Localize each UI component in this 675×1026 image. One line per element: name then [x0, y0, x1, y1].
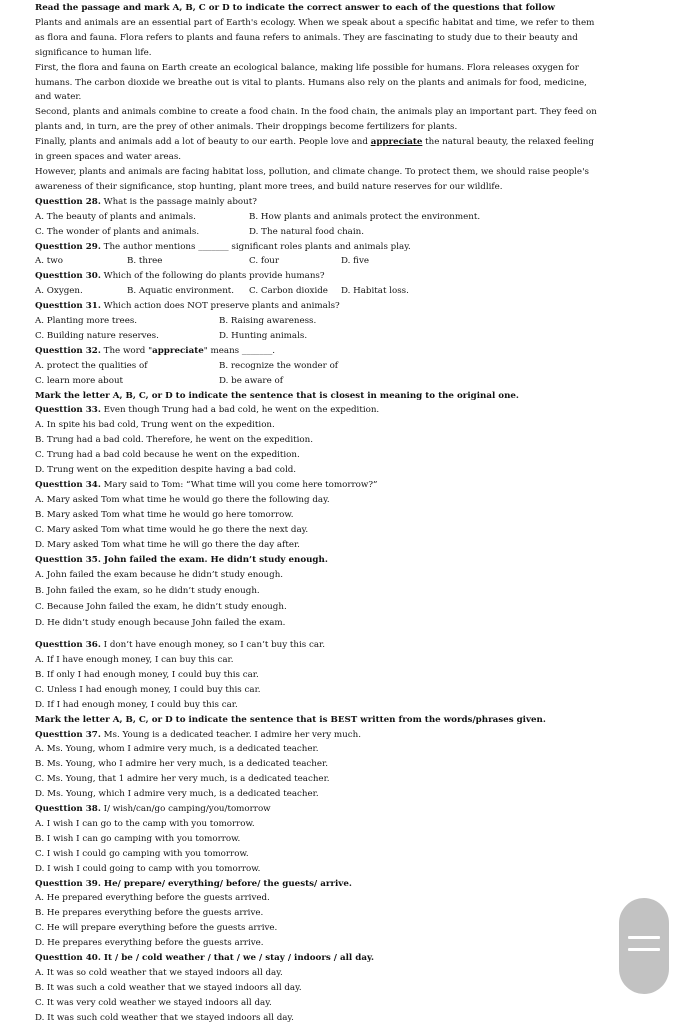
question-number: Questtion 35.	[35, 554, 101, 565]
options-row	[35, 359, 600, 374]
question-text: Mary said to Tom: “What time will you come here tomorrow?”	[100, 480, 378, 490]
option-a[interactable]: A. Ms. Young, whom I admire very much, is a dedicated teacher.	[35, 744, 319, 755]
option-c[interactable]: C. The wonder of plants and animals.	[35, 226, 200, 237]
spacer	[35, 631, 600, 638]
options-row	[35, 329, 600, 344]
question-32	[35, 344, 600, 359]
instruction-closest-meaning: Mark the letter A, B, C, or D to indicate the sentence that is closest in meaning to the original one.	[35, 390, 519, 401]
option-c[interactable]: C. I wish I could go camping with you tomorrow.	[35, 848, 249, 859]
option-c[interactable]: C. It was very cold weather we stayed indoors all day.	[35, 997, 272, 1008]
question-39	[35, 877, 600, 892]
option-c[interactable]: C. Building nature reserves.	[35, 330, 159, 341]
question-28	[35, 195, 600, 210]
menu-icon	[628, 948, 660, 951]
option-b[interactable]: B. recognize the wonder of	[219, 360, 339, 371]
option-c[interactable]: C. four	[249, 256, 280, 267]
option-d[interactable]: D. Mary asked Tom what time he will go there the day after.	[35, 539, 300, 550]
option-a[interactable]: A. In spite his bad cold, Trung went on the expedition.	[35, 420, 275, 431]
option-c[interactable]: C. He will prepare everything before the guests arrive.	[35, 923, 278, 934]
question-number: Questtion 28.	[35, 196, 101, 207]
option-a[interactable]: A. Oxygen.	[35, 286, 83, 297]
option-d[interactable]: D. Habitat loss.	[341, 286, 409, 297]
option-b[interactable]: B. Trung had a bad cold. Therefore, he went on the expedition.	[35, 435, 313, 446]
question-number: Questtion 32.	[35, 345, 101, 356]
option-d[interactable]: D. Hunting animals.	[219, 330, 308, 341]
question-text: Which of the following do plants provide humans?	[100, 271, 325, 282]
question-number: Questtion 30.	[35, 271, 101, 282]
question-33	[35, 403, 600, 418]
option-a[interactable]: A. I wish I can go to the camp with you tomorrow.	[35, 818, 255, 829]
options-row	[35, 254, 600, 269]
question-text: He/ prepare/ everything/ before/ the guests/ arrive.	[100, 878, 352, 889]
quoted-word: appreciate	[152, 345, 204, 356]
option-d[interactable]: D. be aware of	[219, 375, 283, 386]
option-b[interactable]: B. I wish I can go camping with you tomorrow.	[35, 833, 241, 844]
option-b[interactable]: B. He prepares everything before the guests arrive.	[35, 908, 264, 919]
question-text: I/ wish/can/go camping/you/tomorrow	[100, 804, 271, 815]
instruction-reading: Read the passage and mark A, B, C or D to indicate the correct answer to each of the questions that follow	[35, 3, 555, 13]
floating-menu-button[interactable]	[619, 898, 669, 994]
question-37	[35, 728, 600, 743]
option-a[interactable]: A. He prepared everything before the guests arrived.	[35, 893, 270, 904]
question-number: Questtion 40.	[35, 953, 101, 964]
option-a[interactable]: A. It was so cold weather that we stayed indoors all day.	[35, 968, 283, 978]
option-d[interactable]: D. Trung went on the expedition despite having a bad cold.	[35, 465, 297, 476]
option-d[interactable]: D. He prepares everything before the guests arrive.	[35, 938, 264, 949]
passage-paragraph-2: First, the flora and fauna on Earth create an ecological balance, making life possible for humans. Flora releases oxygen for humans. The carbon dioxide we breathe out is vital to plants. Humans also rely on the plants and animals for food, medicine, and water.	[35, 62, 587, 103]
question-30	[35, 269, 600, 284]
passage-paragraph-1: Plants and animals are an essential part of Earth's ecology. When we speak about a specific habitat and time, we refer to them as flora and fauna. Flora refers to plants and fauna refers to animals. They are fascinating to study due to their beauty and significance to human life.	[35, 17, 595, 58]
question-34	[35, 478, 600, 493]
option-a[interactable]: A. protect the qualities of	[35, 360, 148, 371]
question-38	[35, 802, 600, 817]
option-b[interactable]: B. Mary asked Tom what time he would go here tomorrow.	[35, 509, 294, 520]
question-number: Questtion 37.	[35, 729, 101, 740]
question-number: Questtion 36.	[35, 640, 101, 651]
passage-text: Finally, plants and animals add a lot of beauty to our earth. People love and	[35, 137, 371, 148]
question-number: Questtion 31.	[35, 301, 101, 312]
option-c[interactable]: C. Carbon dioxide	[249, 286, 328, 297]
question-text: The word "	[100, 345, 153, 356]
question-number: Questtion 39.	[35, 878, 101, 889]
question-29	[35, 240, 600, 255]
passage-paragraph-3: Second, plants and animals combine to create a food chain. In the food chain, the animals play an important part. They feed on plants and, in turn, are the prey of other animals. Their droppings become fertilizers for plants.	[35, 107, 597, 133]
option-c[interactable]: C. Mary asked Tom what time would he go there the next day.	[35, 524, 309, 535]
option-d[interactable]: D. If I had enough money, I could buy this car.	[35, 699, 238, 710]
document-page	[35, 1, 600, 1026]
option-a[interactable]: A. two	[35, 256, 63, 267]
question-36	[35, 638, 600, 653]
question-40	[35, 951, 600, 966]
options-row	[35, 210, 600, 225]
option-b[interactable]: B. How plants and animals protect the environment.	[249, 211, 481, 222]
menu-icon	[628, 936, 660, 939]
option-b[interactable]: B. It was such a cold weather that we stayed indoors all day.	[35, 982, 302, 993]
question-35	[35, 553, 600, 568]
question-text: Even though Trung had a bad cold, he went on the expedition.	[100, 405, 380, 416]
passage-paragraph-5: However, plants and animals are facing habitat loss, pollution, and climate change. To protect them, we should raise people's awareness of their significance, stop hunting, plant more trees, and build nature reserves for our wildlife.	[35, 166, 589, 192]
option-d[interactable]: D. It was such cold weather that we stayed indoors all day.	[35, 1012, 294, 1023]
question-number: Questtion 38.	[35, 804, 101, 815]
question-number: Questtion 33.	[35, 405, 101, 416]
option-a[interactable]: A. Mary asked Tom what time he would go there the following day.	[35, 494, 330, 505]
option-a[interactable]: A. The beauty of plants and animals.	[35, 211, 196, 222]
question-text: I don’t have enough money, so I can’t buy this car.	[100, 640, 326, 651]
option-d[interactable]: D. five	[341, 256, 370, 267]
option-d[interactable]: D. He didn’t study enough because John failed the exam.	[35, 618, 286, 629]
question-text: Which action does NOT preserve plants and animals?	[100, 301, 340, 312]
question-number: Questtion 34.	[35, 480, 101, 490]
option-b[interactable]: B. Ms. Young, who I admire her very much, is a dedicated teacher.	[35, 759, 328, 770]
option-b[interactable]: B. If only I had enough money, I could buy this car.	[35, 669, 259, 680]
option-d[interactable]: D. The natural food chain.	[249, 226, 364, 237]
option-a[interactable]: A. If I have enough money, I can buy this car.	[35, 654, 234, 665]
underlined-word: appreciate	[370, 137, 423, 148]
question-text: Ms. Young is a dedicated teacher. I admire her very much.	[100, 729, 361, 740]
option-c[interactable]: C. learn more about	[35, 375, 124, 386]
option-b[interactable]: B. Aquatic environment.	[127, 286, 235, 297]
option-d[interactable]: D. I wish I could going to camp with you tomorrow.	[35, 863, 261, 874]
option-c[interactable]: C. Trung had a bad cold because he went on the expedition.	[35, 450, 300, 461]
option-c[interactable]: C. Ms. Young, that 1 admire her very much, is a dedicated teacher.	[35, 774, 330, 785]
question-text: It / be / cold weather / that / we / stay / indoors / all day.	[100, 953, 375, 964]
option-b[interactable]: B. three	[127, 256, 163, 267]
options-row	[35, 314, 600, 329]
question-number: Questtion 29.	[35, 241, 101, 252]
option-c[interactable]: C. Unless I had enough money, I could buy this car.	[35, 684, 261, 695]
options-row	[35, 284, 600, 299]
question-31	[35, 299, 600, 314]
instruction-best-written: Mark the letter A, B, C, or D to indicate the sentence that is BEST written from the words/phrases given.	[35, 714, 546, 725]
question-text: The author mentions _______ significant roles plants and animals play.	[100, 241, 411, 252]
question-text: " means _______.	[203, 345, 276, 356]
option-b[interactable]: B. John failed the exam, so he didn’t study enough.	[35, 586, 260, 597]
option-a[interactable]: A. John failed the exam because he didn’t study enough.	[35, 570, 284, 581]
options-row	[35, 225, 600, 240]
passage-text: the natural beauty, the relaxed feeling in green spaces and water areas.	[35, 137, 594, 163]
passage-paragraph-4	[35, 135, 600, 165]
question-text: What is the passage mainly about?	[100, 196, 257, 207]
option-d[interactable]: D. Ms. Young, which I admire very much, is a dedicated teacher.	[35, 789, 319, 800]
option-a[interactable]: A. Planting more trees.	[35, 316, 138, 327]
option-b[interactable]: B. Raising awareness.	[219, 316, 317, 327]
options-row	[35, 374, 600, 389]
option-c[interactable]: C. Because John failed the exam, he didn’t study enough.	[35, 602, 287, 613]
question-text: John failed the exam. He didn’t study enough.	[100, 554, 328, 565]
